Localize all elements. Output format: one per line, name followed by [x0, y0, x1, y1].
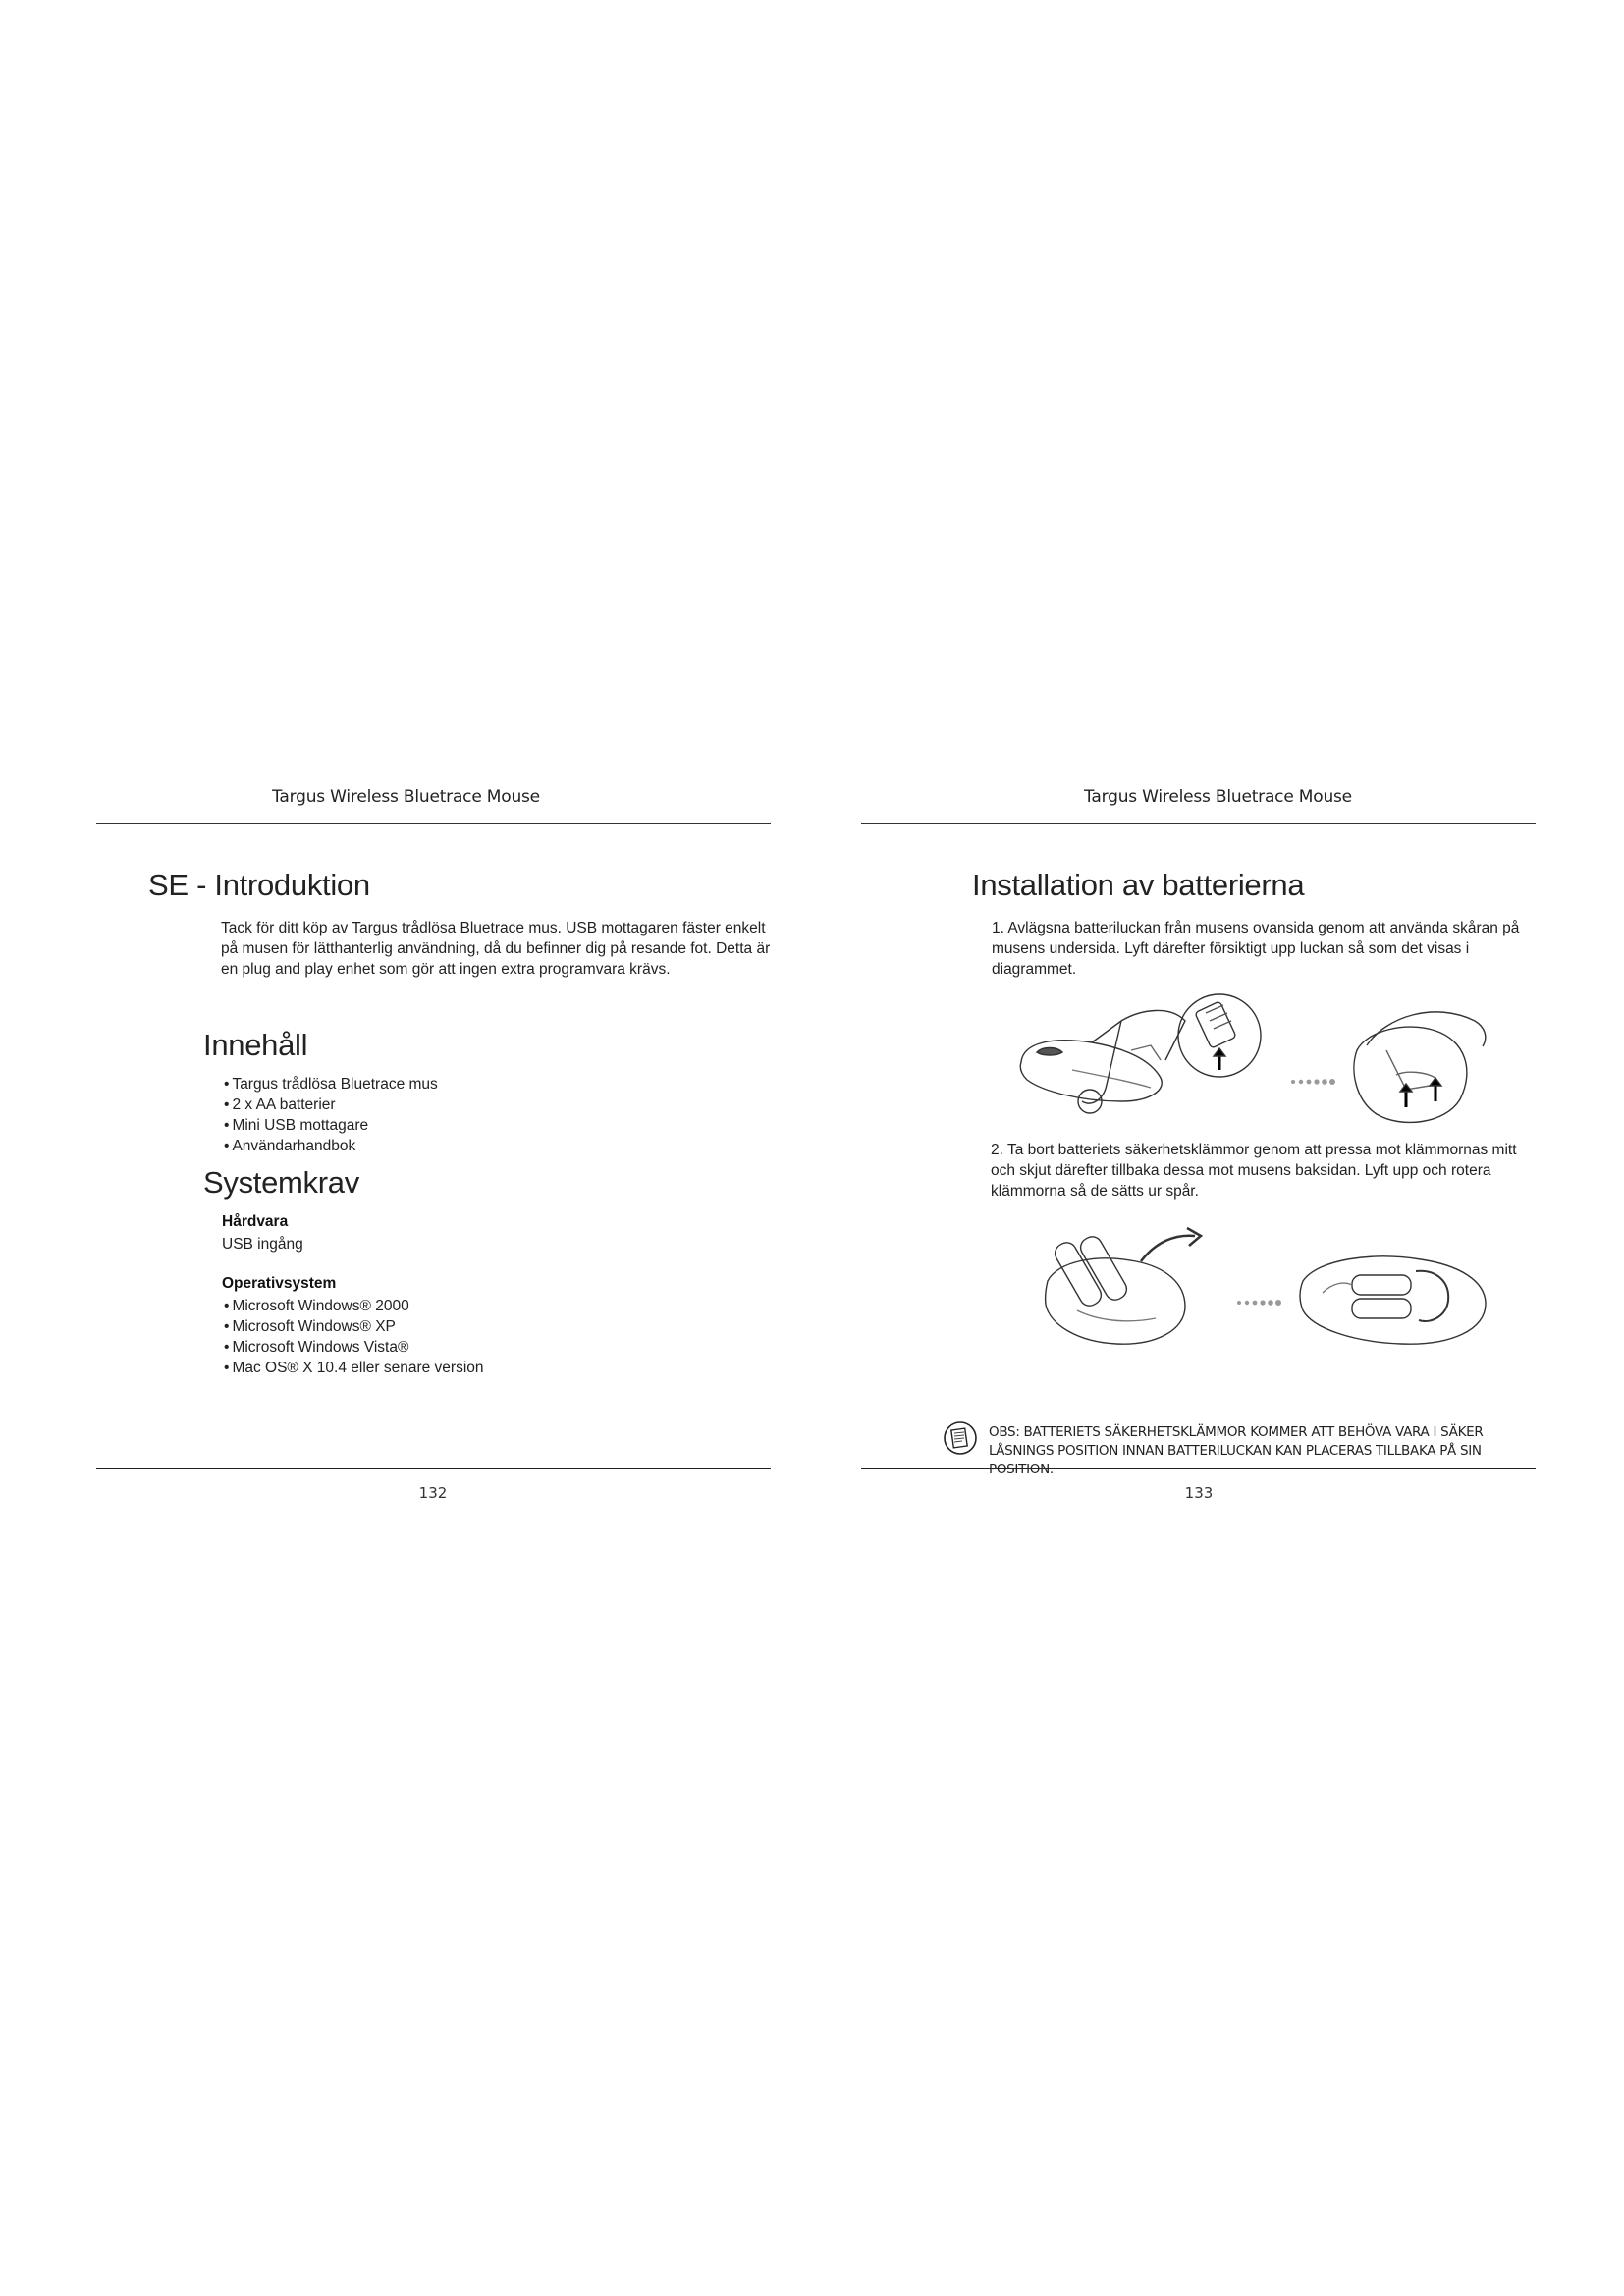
running-head: Targus Wireless Bluetrace Mouse: [272, 787, 540, 807]
os-label: Operativsystem: [222, 1275, 337, 1292]
step-dots: [1291, 1079, 1335, 1085]
header-rule: [96, 823, 771, 824]
running-head: Targus Wireless Bluetrace Mouse: [1084, 787, 1352, 807]
step-2: 2. Ta bort batteriets säkerhetsklämmor genom att pressa mot klämmornas mitt och skjut därefter tillbaka dessa mot musens baksidan. Lyft upp och rotera klämmorna så de sätts ur spår.: [991, 1142, 1517, 1200]
intro-body: Tack för ditt köp av Targus trådlösa Bluetrace mus. USB mottagaren fäster enkelt på musen för lätthanterlig användning, då du befinner dig på resande fot. Detta är en plug and play enhet som gör att ingen extra programvara krävs.: [221, 920, 771, 978]
hardware-label: Hårdvara: [222, 1213, 289, 1230]
list-item: • Targus trådlösa Bluetrace mus: [224, 1074, 438, 1095]
intro-heading: SE - Introduktion: [148, 868, 370, 902]
list-item: • 2 x AA batterier: [224, 1095, 438, 1115]
system-heading: Systemkrav: [203, 1165, 359, 1200]
footer-rule: [96, 1468, 771, 1469]
list-item: • Microsoft Windows Vista®: [224, 1337, 484, 1358]
mouse-clips-illustration: [1300, 1256, 1486, 1344]
right-page: [812, 0, 1624, 2296]
list-item: • Användarhandbok: [224, 1136, 438, 1156]
mouse-underside-illustration: [1020, 1010, 1185, 1113]
header-rule: [861, 823, 1536, 824]
list-item: • Microsoft Windows® XP: [224, 1316, 484, 1337]
page-number: 132: [418, 1484, 448, 1502]
install-heading: Installation av batterierna: [972, 868, 1305, 902]
magnified-detail-illustration: [1178, 994, 1261, 1077]
battery-clip-diagram: [1038, 1222, 1519, 1360]
list-item: • Mini USB mottagare: [224, 1115, 438, 1136]
footer-rule: [861, 1468, 1536, 1469]
step-1: 1. Avlägsna batteriluckan från musens ovansida genom att använda skåran på musens undersida. Lyft därefter försiktigt upp luckan så som det visas i diagrammet.: [992, 920, 1520, 978]
contents-list: [224, 1074, 438, 1156]
battery-door-diagram: [1013, 991, 1524, 1139]
page-number: 133: [1184, 1484, 1214, 1502]
list-item: • Microsoft Windows® 2000: [224, 1296, 484, 1316]
os-list: [224, 1296, 484, 1378]
mouse-open-illustration: [1354, 1012, 1486, 1123]
mouse-batteries-illustration: [1046, 1228, 1201, 1344]
list-item: • Mac OS® X 10.4 eller senare version: [224, 1358, 484, 1378]
note-icon: [943, 1420, 978, 1456]
contents-heading: Innehåll: [203, 1028, 308, 1062]
step-dots: [1237, 1300, 1281, 1306]
hardware-value: USB ingång: [222, 1236, 303, 1253]
battery-note: OBS: BATTERIETS SÄKERHETSKLÄMMOR KOMMER ATT BEHÖVA VARA I SÄKER LÅSNINGS POSITION INNAN BATTERILUCKAN KAN PLACERAS TILLBAKA PÅ SIN POSITION.: [989, 1424, 1484, 1477]
